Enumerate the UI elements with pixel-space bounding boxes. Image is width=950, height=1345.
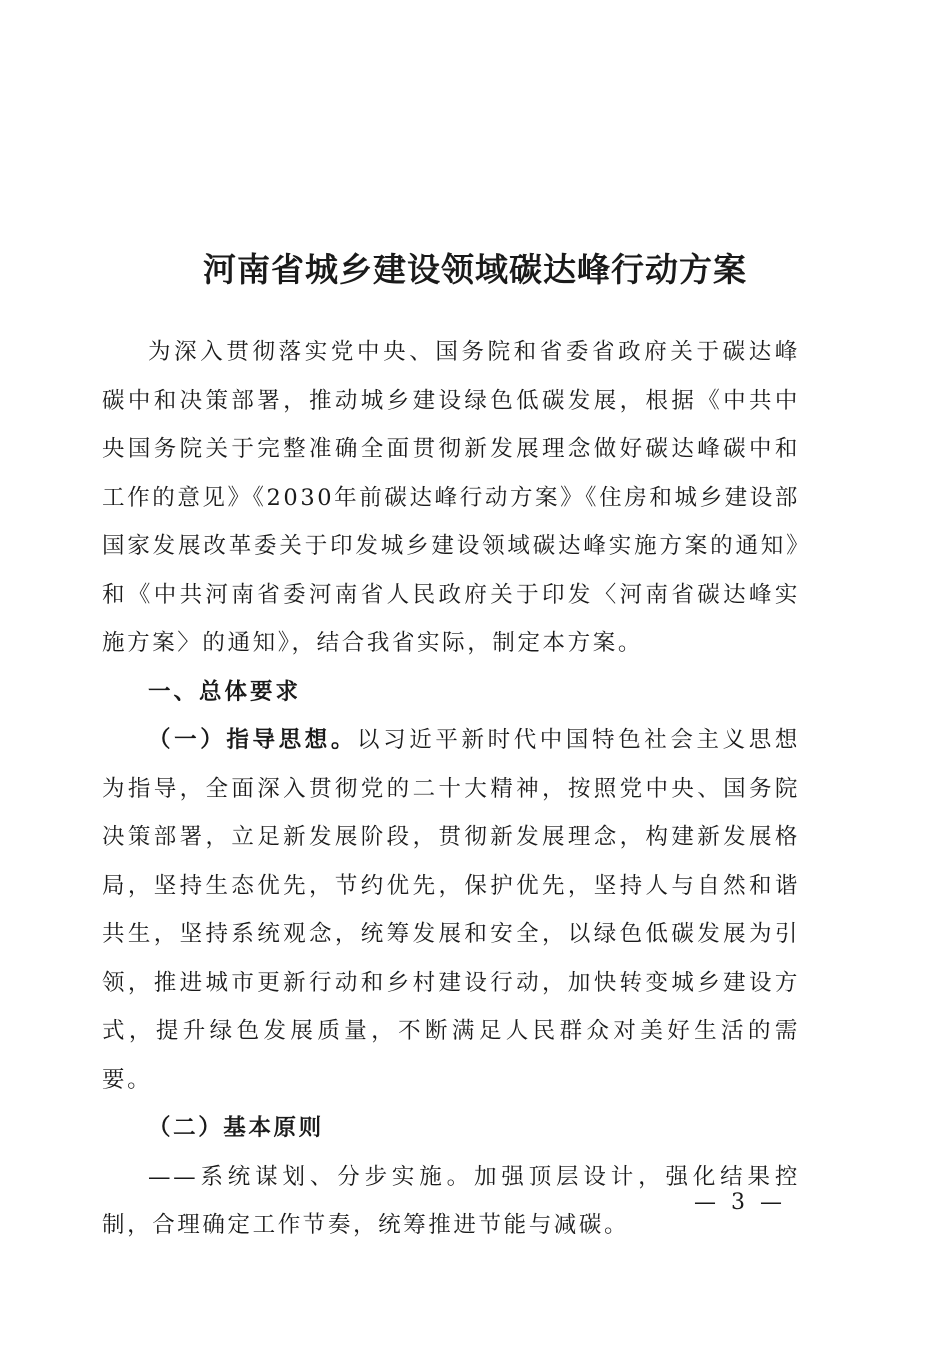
- principle-paragraph: ——系统谋划、分步实施。加强顶层设计，强化结果控制，合理确定工作节奏，统筹推进节能与减碳。: [102, 1163, 800, 1238]
- page-number: — 3 —: [694, 1190, 786, 1215]
- guiding-ideology-paragraph: [102, 716, 800, 1104]
- basic-principles-heading: （二）基本原则: [148, 1115, 324, 1141]
- section-heading-general-requirements: 一、总体要求: [148, 678, 302, 705]
- document-title: 河南省城乡建设领域碳达峰行动方案: [203, 250, 747, 289]
- intro-paragraph: 为深入贯彻落实党中央、国务院和省委省政府关于碳达峰碳中和决策部署，推动城乡建设绿色低碳发展，根据《中共中央国务院关于完整准确全面贯彻新发展理念做好碳达峰碳中和工作的意见》《2030年前碳达峰行动方案》《住房和城乡建设部 国家发展改革委关于印发城乡建设领域碳达峰实施方案的通知》和《中共河南省委河南省人民政府关于印发〈河南省碳达峰实施方案〉的通知》，结合我省实际，制定本方案。: [102, 339, 800, 656]
- document-body: [102, 328, 800, 1250]
- guiding-ideology-body: 以习近平新时代中国特色社会主义思想为指导，全面深入贯彻党的二十大精神，按照党中央、国务院决策部署，立足新发展阶段，贯彻新发展理念，构建新发展格局，坚持生态优先，节约优先，保护优先，坚持人与自然和谐共生，坚持系统观念，统筹发展和安全，以绿色低碳发展为引领，推进城市更新行动和乡村建设行动，加快转变城乡建设方式，提升绿色发展质量，不断满足人民群众对美好生活的需要。: [102, 727, 800, 1093]
- guiding-ideology-lead: （一）指导思想。: [148, 727, 357, 753]
